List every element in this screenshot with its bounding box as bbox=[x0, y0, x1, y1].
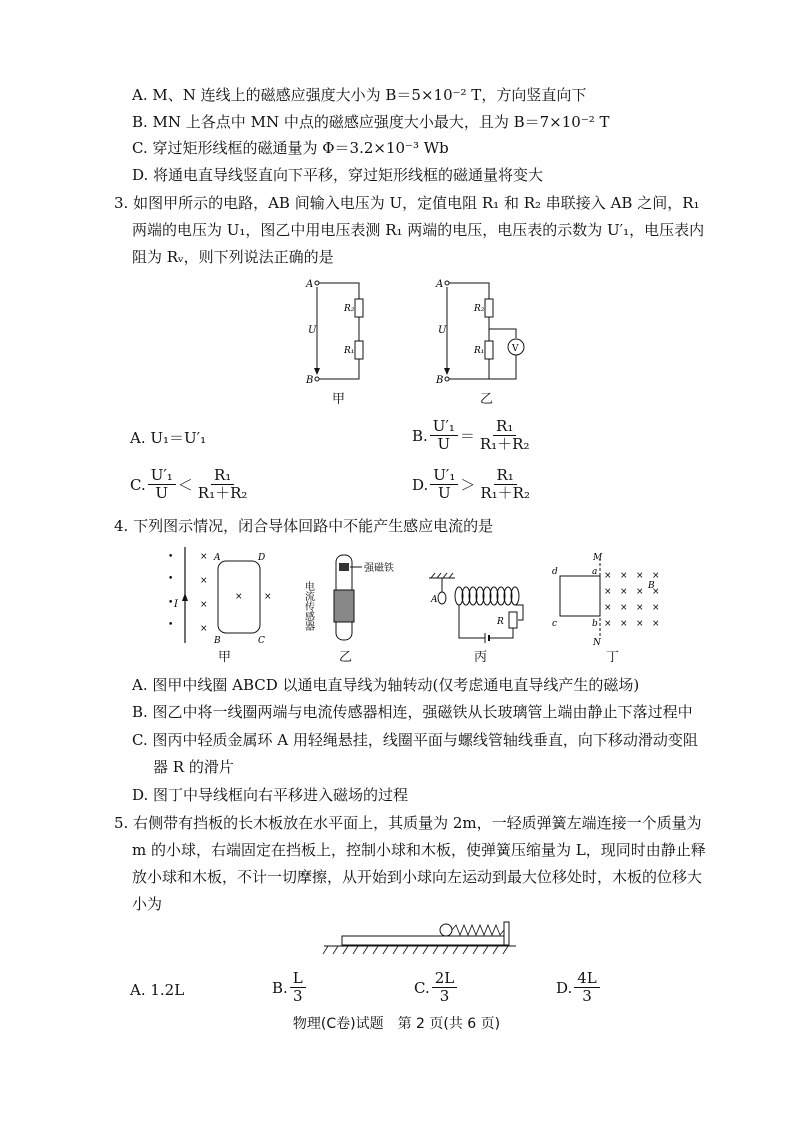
frac-num: U′₁ bbox=[148, 467, 176, 485]
q3-option-b bbox=[412, 418, 535, 453]
svg-text:×: × bbox=[652, 619, 660, 629]
svg-text:•: • bbox=[168, 620, 174, 630]
label-a: A bbox=[214, 553, 221, 563]
q4-option-c-cont: 器 R 的滑片 bbox=[153, 758, 234, 776]
magnet-label: 强磁铁 bbox=[364, 563, 394, 574]
frac-num: R₁ bbox=[211, 467, 234, 485]
svg-text:×: × bbox=[620, 571, 628, 581]
label-r: R bbox=[497, 617, 504, 627]
option-letter: C. bbox=[130, 475, 146, 494]
frac-num: R₁ bbox=[493, 418, 516, 436]
q5-stem-line2: m 的小球，右端固定在挡板上，控制小球和木板，使弹簧压缩量为 L，现同时由静止释 bbox=[132, 841, 706, 859]
svg-text:×: × bbox=[200, 552, 208, 562]
frac-den: U bbox=[437, 435, 451, 453]
q5-stem-line4: 小为 bbox=[132, 895, 163, 913]
q2-option-d: D. 将通电直导线竖直向下平移，穿过矩形线框的磁通量将变大 bbox=[132, 166, 544, 184]
label-a: A bbox=[436, 279, 444, 290]
option-letter: B. bbox=[272, 978, 288, 997]
q2-option-c: C. 穿过矩形线框的磁通量为 Φ＝3.2×10⁻³ Wb bbox=[132, 139, 449, 157]
svg-text:×: × bbox=[620, 587, 628, 597]
svg-text:×: × bbox=[200, 576, 208, 586]
label-c: c bbox=[552, 619, 558, 629]
frac-num: U′₁ bbox=[430, 418, 458, 436]
q3-option-a: A. U₁＝U′₁ bbox=[130, 429, 207, 447]
q5-figure bbox=[320, 918, 520, 960]
q5-option-b bbox=[272, 970, 308, 1005]
frac-den: 3 bbox=[293, 987, 303, 1005]
frac-num: 2L bbox=[432, 970, 458, 988]
frac-den: R₁＋R₂ bbox=[479, 435, 530, 453]
page-footer: 物理(C卷)试题 第 2 页(共 6 页) bbox=[292, 1016, 501, 1032]
label-b: B bbox=[306, 375, 314, 386]
frac-den: R₁＋R₂ bbox=[480, 484, 530, 502]
frac-den: U bbox=[155, 484, 169, 502]
svg-text:×: × bbox=[604, 571, 612, 581]
q5-stem-line1: 5. 右侧带有挡板的长木板放在水平面上，其质量为 2m，一轻质弹簧左端连接一个质量为 bbox=[114, 814, 702, 832]
q4-fig-jia bbox=[160, 545, 280, 645]
relation: ＜ bbox=[177, 475, 193, 494]
label-r1: R₁ bbox=[474, 346, 485, 356]
svg-text:×: × bbox=[604, 619, 612, 629]
label-field-b: B bbox=[648, 581, 655, 591]
label-u: U bbox=[308, 325, 317, 336]
label-m: M bbox=[593, 553, 603, 563]
label-b: b bbox=[592, 619, 598, 629]
caption-ding: 丁 bbox=[606, 650, 620, 665]
label-n: N bbox=[593, 638, 601, 647]
frac-num: U′₁ bbox=[430, 467, 458, 485]
label-r1: R₁ bbox=[344, 346, 355, 356]
relation: ＞ bbox=[460, 475, 476, 494]
caption-jia: 甲 bbox=[332, 392, 346, 407]
svg-text:×: × bbox=[652, 571, 660, 581]
voltmeter-label: V bbox=[512, 344, 519, 354]
frac-num: R₁ bbox=[494, 467, 517, 485]
frac-den: U bbox=[437, 484, 451, 502]
caption-bing: 丙 bbox=[474, 650, 488, 665]
frac-num: 4L bbox=[574, 970, 600, 988]
svg-text:×: × bbox=[200, 600, 208, 610]
svg-text:×: × bbox=[636, 619, 644, 629]
q4-fig-bing bbox=[425, 568, 535, 648]
label-r2: R₂ bbox=[344, 304, 355, 314]
q4-option-b: B. 图乙中将一线圈两端与电流传感器相连，强磁铁从长玻璃管上端由静止下落过程中 bbox=[132, 703, 693, 721]
svg-text:×: × bbox=[620, 619, 628, 629]
label-b: B bbox=[214, 636, 221, 645]
caption-yi: 乙 bbox=[339, 650, 353, 665]
svg-text:×: × bbox=[200, 624, 208, 634]
svg-text:×: × bbox=[235, 592, 243, 602]
label-r2: R₂ bbox=[474, 304, 485, 314]
frac-den: 3 bbox=[582, 987, 592, 1005]
q4-option-d: D. 图丁中导线框向右平移进入磁场的过程 bbox=[132, 786, 409, 804]
label-d: D bbox=[258, 553, 266, 563]
svg-text:×: × bbox=[620, 603, 628, 613]
label-c: C bbox=[258, 636, 265, 645]
circuit-jia-figure bbox=[300, 275, 380, 387]
label-i: I bbox=[174, 599, 178, 610]
option-letter: C. bbox=[414, 978, 430, 997]
svg-text:•: • bbox=[168, 598, 174, 608]
q4-option-c: C. 图丙中轻质金属环 A 用轻绳悬挂，线圈平面与螺线管轴线垂直，向下移动滑动变阻 bbox=[132, 731, 698, 749]
svg-text:×: × bbox=[652, 587, 660, 597]
q4-fig-ding bbox=[548, 552, 673, 647]
q3-option-d bbox=[412, 467, 535, 502]
svg-text:•: • bbox=[168, 552, 174, 562]
q3-stem-line1: 3. 如图甲所示的电路，AB 间输入电压为 U，定值电阻 R₁ 和 R₂ 串联接入 AB 之间，R₁ bbox=[114, 194, 700, 212]
label-b: B bbox=[436, 375, 444, 386]
circuit-yi-figure bbox=[430, 275, 530, 387]
frac-den: R₁＋R₂ bbox=[197, 484, 248, 502]
svg-text:•: • bbox=[168, 574, 174, 584]
q2-option-a: A. M、N 连线上的磁感应强度大小为 B＝5×10⁻² T，方向竖直向下 bbox=[132, 86, 587, 104]
q4-fig-yi bbox=[300, 545, 400, 645]
q4-option-a: A. 图甲中线圈 ABCD 以通电直导线为轴转动(仅考虑通电直导线产生的磁场) bbox=[132, 676, 640, 694]
label-u: U bbox=[438, 325, 447, 336]
caption-jia: 甲 bbox=[218, 650, 232, 665]
q5-stem-line3: 放小球和木板，不计一切摩擦，从开始到小球向左运动到最大位移处时，木板的位移大 bbox=[132, 868, 703, 886]
option-letter: D. bbox=[412, 475, 429, 494]
q5-option-a: A. 1.2L bbox=[130, 981, 185, 999]
q3-stem-line3: 阻为 Rᵥ，则下列说法正确的是 bbox=[132, 248, 334, 266]
label-d: d bbox=[552, 567, 558, 577]
q4-stem: 4. 下列图示情况，闭合导体回路中不能产生感应电流的是 bbox=[114, 517, 494, 535]
q5-option-d bbox=[556, 970, 602, 1005]
frac-num: L bbox=[290, 970, 306, 988]
q5-option-c bbox=[414, 970, 459, 1005]
frac-den: 3 bbox=[439, 987, 450, 1005]
svg-text:×: × bbox=[604, 587, 612, 597]
sensor-label: 电流传感器 bbox=[302, 581, 314, 631]
svg-text:×: × bbox=[264, 592, 272, 602]
q2-option-b: B. MN 上各点中 MN 中点的磁感应强度大小最大，且为 B＝7×10⁻² T bbox=[132, 113, 610, 131]
q3-option-c bbox=[130, 467, 252, 502]
svg-text:×: × bbox=[636, 587, 644, 597]
option-letter: D. bbox=[556, 978, 573, 997]
label-a: a bbox=[592, 567, 598, 577]
svg-text:×: × bbox=[604, 603, 612, 613]
q3-stem-line2: 两端的电压为 U₁，图乙中用电压表测 R₁ 两端的电压，电压表的示数为 U′₁，电压表内 bbox=[132, 221, 705, 239]
svg-text:×: × bbox=[636, 571, 644, 581]
option-letter: B. bbox=[412, 426, 428, 445]
caption-yi: 乙 bbox=[480, 392, 494, 407]
relation: ＝ bbox=[459, 426, 475, 445]
label-ring-a: A bbox=[431, 595, 438, 605]
svg-text:×: × bbox=[636, 603, 644, 613]
label-a: A bbox=[306, 279, 314, 290]
svg-text:×: × bbox=[652, 603, 660, 613]
